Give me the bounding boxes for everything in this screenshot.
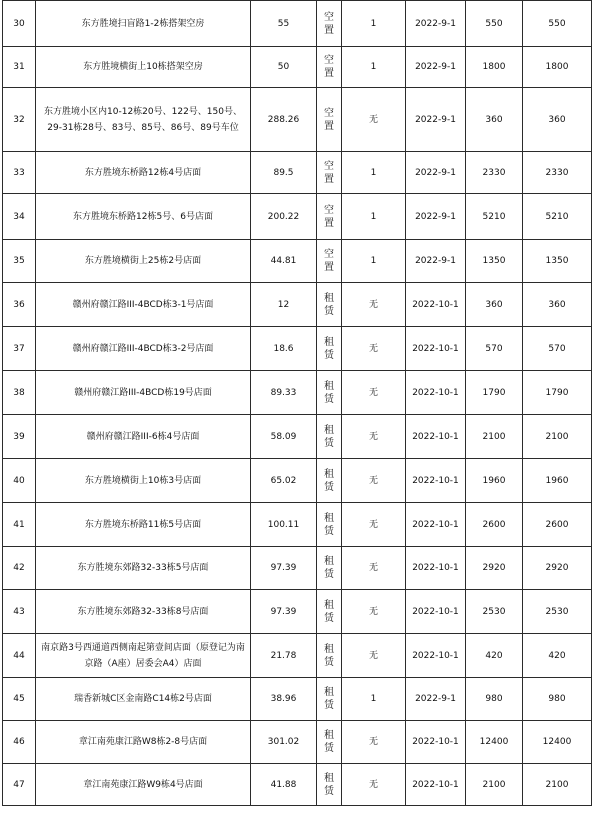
cell-price: 2920 xyxy=(466,547,523,590)
status-char: 租 xyxy=(324,292,334,304)
cell-date: 2022-10-1 xyxy=(406,459,466,503)
status-char: 赁 xyxy=(324,743,334,754)
cell-total: 2100 xyxy=(523,764,592,806)
cell-no: 30 xyxy=(3,1,36,47)
cell-no: 40 xyxy=(3,459,36,503)
status-char: 置 xyxy=(324,24,334,36)
cell-status xyxy=(317,764,342,806)
cell-status xyxy=(317,678,342,721)
status-char: 租 xyxy=(324,599,334,611)
cell-price: 12400 xyxy=(466,721,523,764)
table-row xyxy=(3,1,592,47)
cell-addr: 东方胜境横街上10栋3号店面 xyxy=(36,459,251,503)
cell-total: 980 xyxy=(523,678,592,721)
cell-total: 1350 xyxy=(523,240,592,283)
cell-area: 44.81 xyxy=(251,240,317,283)
cell-addr: 东方胜境横街上10栋搭架空房 xyxy=(36,47,251,88)
cell-qty: 无 xyxy=(342,415,406,459)
table-row xyxy=(3,721,592,764)
cell-no: 43 xyxy=(3,590,36,634)
cell-total: 360 xyxy=(523,283,592,327)
cell-area: 50 xyxy=(251,47,317,88)
cell-price: 980 xyxy=(466,678,523,721)
status-char: 赁 xyxy=(324,785,334,797)
cell-addr: 东方胜境小区内10-12栋20号、122号、150号、29-31栋28号、83号、85号、86号、89号车位 xyxy=(36,88,251,152)
cell-price: 360 xyxy=(466,283,523,327)
cell-date: 2022-9-1 xyxy=(406,240,466,283)
cell-no: 39 xyxy=(3,415,36,459)
cell-total: 360 xyxy=(523,88,592,152)
status-char: 空 xyxy=(324,249,334,260)
cell-addr: 东方胜境扫盲路1-2栋搭架空房 xyxy=(36,1,251,47)
cell-no: 42 xyxy=(3,547,36,590)
cell-total: 5210 xyxy=(523,194,592,240)
table-row xyxy=(3,547,592,590)
status-char: 置 xyxy=(324,173,334,185)
cell-area: 97.39 xyxy=(251,590,317,634)
table-row xyxy=(3,459,592,503)
cell-qty: 无 xyxy=(342,371,406,415)
cell-date: 2022-10-1 xyxy=(406,371,466,415)
status-char: 租 xyxy=(324,380,334,392)
cell-addr: 瑞香新城C区金南路C14栋2号店面 xyxy=(36,678,251,721)
cell-no: 31 xyxy=(3,47,36,88)
cell-addr: 章江南苑康江路W9栋4号店面 xyxy=(36,764,251,806)
status-char: 置 xyxy=(324,262,334,273)
status-char: 租 xyxy=(324,772,334,784)
cell-addr: 东方胜境东桥路12栋5号、6号店面 xyxy=(36,194,251,240)
status-char: 空 xyxy=(324,107,334,119)
cell-area: 55 xyxy=(251,1,317,47)
cell-total: 2330 xyxy=(523,152,592,194)
cell-area: 21.78 xyxy=(251,634,317,678)
status-char: 租 xyxy=(324,687,334,698)
cell-qty: 1 xyxy=(342,152,406,194)
cell-status xyxy=(317,459,342,503)
table-row xyxy=(3,371,592,415)
status-char: 租 xyxy=(324,468,334,480)
cell-price: 2330 xyxy=(466,152,523,194)
cell-area: 18.6 xyxy=(251,327,317,371)
cell-status xyxy=(317,547,342,590)
cell-no: 41 xyxy=(3,503,36,547)
cell-area: 288.26 xyxy=(251,88,317,152)
status-char: 赁 xyxy=(324,305,334,317)
cell-addr: 南京路3号西通道西侧南起第壹间店面（原登记为南京路（A座）居委会A4）店面 xyxy=(36,634,251,678)
cell-addr: 赣州府赣江路III-4BCD栋19号店面 xyxy=(36,371,251,415)
cell-date: 2022-10-1 xyxy=(406,283,466,327)
cell-status xyxy=(317,47,342,88)
cell-qty: 无 xyxy=(342,88,406,152)
cell-no: 38 xyxy=(3,371,36,415)
cell-status xyxy=(317,503,342,547)
cell-date: 2022-9-1 xyxy=(406,47,466,88)
status-char: 赁 xyxy=(324,481,334,493)
cell-status xyxy=(317,590,342,634)
cell-area: 97.39 xyxy=(251,547,317,590)
cell-date: 2022-9-1 xyxy=(406,1,466,47)
cell-addr: 东方胜境东郊路32-33栋8号店面 xyxy=(36,590,251,634)
status-char: 置 xyxy=(324,217,334,229)
cell-no: 34 xyxy=(3,194,36,240)
cell-price: 1800 xyxy=(466,47,523,88)
cell-status xyxy=(317,371,342,415)
cell-price: 2100 xyxy=(466,415,523,459)
cell-date: 2022-10-1 xyxy=(406,634,466,678)
status-char: 赁 xyxy=(324,393,334,405)
cell-qty: 1 xyxy=(342,1,406,47)
property-table xyxy=(2,0,592,806)
cell-total: 550 xyxy=(523,1,592,47)
table-row xyxy=(3,47,592,88)
table-row xyxy=(3,194,592,240)
cell-addr: 赣州府赣江路III-4BCD栋3-1号店面 xyxy=(36,283,251,327)
cell-no: 45 xyxy=(3,678,36,721)
status-char: 赁 xyxy=(324,612,334,624)
cell-no: 46 xyxy=(3,721,36,764)
table-row xyxy=(3,415,592,459)
status-char: 租 xyxy=(324,556,334,567)
cell-date: 2022-10-1 xyxy=(406,547,466,590)
cell-area: 301.02 xyxy=(251,721,317,764)
cell-total: 420 xyxy=(523,634,592,678)
status-char: 赁 xyxy=(324,700,334,711)
cell-qty: 无 xyxy=(342,459,406,503)
cell-addr: 章江南苑康江路W8栋2-8号店面 xyxy=(36,721,251,764)
cell-date: 2022-10-1 xyxy=(406,764,466,806)
cell-qty: 无 xyxy=(342,764,406,806)
cell-no: 47 xyxy=(3,764,36,806)
status-char: 租 xyxy=(324,643,334,655)
cell-date: 2022-9-1 xyxy=(406,152,466,194)
status-char: 租 xyxy=(324,512,334,524)
cell-qty: 1 xyxy=(342,194,406,240)
cell-date: 2022-9-1 xyxy=(406,194,466,240)
cell-price: 2100 xyxy=(466,764,523,806)
cell-price: 1790 xyxy=(466,371,523,415)
cell-qty: 无 xyxy=(342,634,406,678)
cell-status xyxy=(317,283,342,327)
cell-date: 2022-10-1 xyxy=(406,415,466,459)
cell-total: 2530 xyxy=(523,590,592,634)
cell-no: 37 xyxy=(3,327,36,371)
cell-total: 2920 xyxy=(523,547,592,590)
cell-no: 36 xyxy=(3,283,36,327)
cell-date: 2022-10-1 xyxy=(406,590,466,634)
cell-total: 2600 xyxy=(523,503,592,547)
status-char: 空 xyxy=(324,160,334,172)
cell-price: 1350 xyxy=(466,240,523,283)
cell-status xyxy=(317,88,342,152)
cell-area: 41.88 xyxy=(251,764,317,806)
status-char: 赁 xyxy=(324,349,334,361)
table-row xyxy=(3,634,592,678)
cell-status xyxy=(317,152,342,194)
cell-qty: 1 xyxy=(342,678,406,721)
table-row xyxy=(3,503,592,547)
table-row xyxy=(3,152,592,194)
cell-date: 2022-10-1 xyxy=(406,327,466,371)
status-char: 空 xyxy=(324,204,334,216)
cell-date: 2022-10-1 xyxy=(406,503,466,547)
cell-area: 100.11 xyxy=(251,503,317,547)
table-row xyxy=(3,240,592,283)
status-char: 赁 xyxy=(324,525,334,537)
cell-no: 33 xyxy=(3,152,36,194)
cell-date: 2022-10-1 xyxy=(406,721,466,764)
cell-total: 12400 xyxy=(523,721,592,764)
cell-qty: 1 xyxy=(342,47,406,88)
cell-price: 2530 xyxy=(466,590,523,634)
cell-date: 2022-9-1 xyxy=(406,88,466,152)
status-char: 租 xyxy=(324,424,334,436)
status-char: 租 xyxy=(324,730,334,741)
cell-total: 2100 xyxy=(523,415,592,459)
cell-price: 5210 xyxy=(466,194,523,240)
cell-total: 1790 xyxy=(523,371,592,415)
cell-qty: 无 xyxy=(342,283,406,327)
table-row xyxy=(3,764,592,806)
cell-area: 12 xyxy=(251,283,317,327)
cell-qty: 无 xyxy=(342,721,406,764)
table-row xyxy=(3,678,592,721)
status-char: 空 xyxy=(324,11,334,23)
table-row xyxy=(3,327,592,371)
cell-total: 1960 xyxy=(523,459,592,503)
cell-price: 550 xyxy=(466,1,523,47)
status-char: 租 xyxy=(324,336,334,348)
status-char: 空 xyxy=(324,55,334,66)
cell-addr: 东方胜境横街上25栋2号店面 xyxy=(36,240,251,283)
table-row xyxy=(3,283,592,327)
cell-addr: 东方胜境东桥路12栋4号店面 xyxy=(36,152,251,194)
cell-area: 65.02 xyxy=(251,459,317,503)
cell-area: 89.33 xyxy=(251,371,317,415)
cell-status xyxy=(317,415,342,459)
cell-qty: 无 xyxy=(342,327,406,371)
status-char: 赁 xyxy=(324,656,334,668)
cell-no: 35 xyxy=(3,240,36,283)
cell-price: 420 xyxy=(466,634,523,678)
cell-price: 570 xyxy=(466,327,523,371)
cell-no: 44 xyxy=(3,634,36,678)
cell-status xyxy=(317,240,342,283)
table-row xyxy=(3,590,592,634)
status-char: 置 xyxy=(324,68,334,79)
cell-no: 32 xyxy=(3,88,36,152)
cell-price: 2600 xyxy=(466,503,523,547)
cell-price: 360 xyxy=(466,88,523,152)
cell-total: 1800 xyxy=(523,47,592,88)
cell-status xyxy=(317,721,342,764)
cell-status xyxy=(317,1,342,47)
cell-addr: 东方胜境东郊路32-33栋5号店面 xyxy=(36,547,251,590)
cell-status xyxy=(317,634,342,678)
cell-area: 89.5 xyxy=(251,152,317,194)
status-char: 置 xyxy=(324,120,334,132)
status-char: 赁 xyxy=(324,437,334,449)
cell-addr: 赣州府赣江路III-6栋4号店面 xyxy=(36,415,251,459)
cell-addr: 东方胜境东桥路11栋5号店面 xyxy=(36,503,251,547)
cell-price: 1960 xyxy=(466,459,523,503)
cell-area: 200.22 xyxy=(251,194,317,240)
cell-status xyxy=(317,327,342,371)
table-row xyxy=(3,88,592,152)
cell-qty: 无 xyxy=(342,503,406,547)
cell-qty: 无 xyxy=(342,590,406,634)
cell-area: 58.09 xyxy=(251,415,317,459)
cell-date: 2022-9-1 xyxy=(406,678,466,721)
status-char: 赁 xyxy=(324,569,334,580)
cell-qty: 1 xyxy=(342,240,406,283)
cell-addr: 赣州府赣江路III-4BCD栋3-2号店面 xyxy=(36,327,251,371)
cell-total: 570 xyxy=(523,327,592,371)
table-body xyxy=(3,1,592,806)
cell-qty: 无 xyxy=(342,547,406,590)
cell-area: 38.96 xyxy=(251,678,317,721)
cell-status xyxy=(317,194,342,240)
